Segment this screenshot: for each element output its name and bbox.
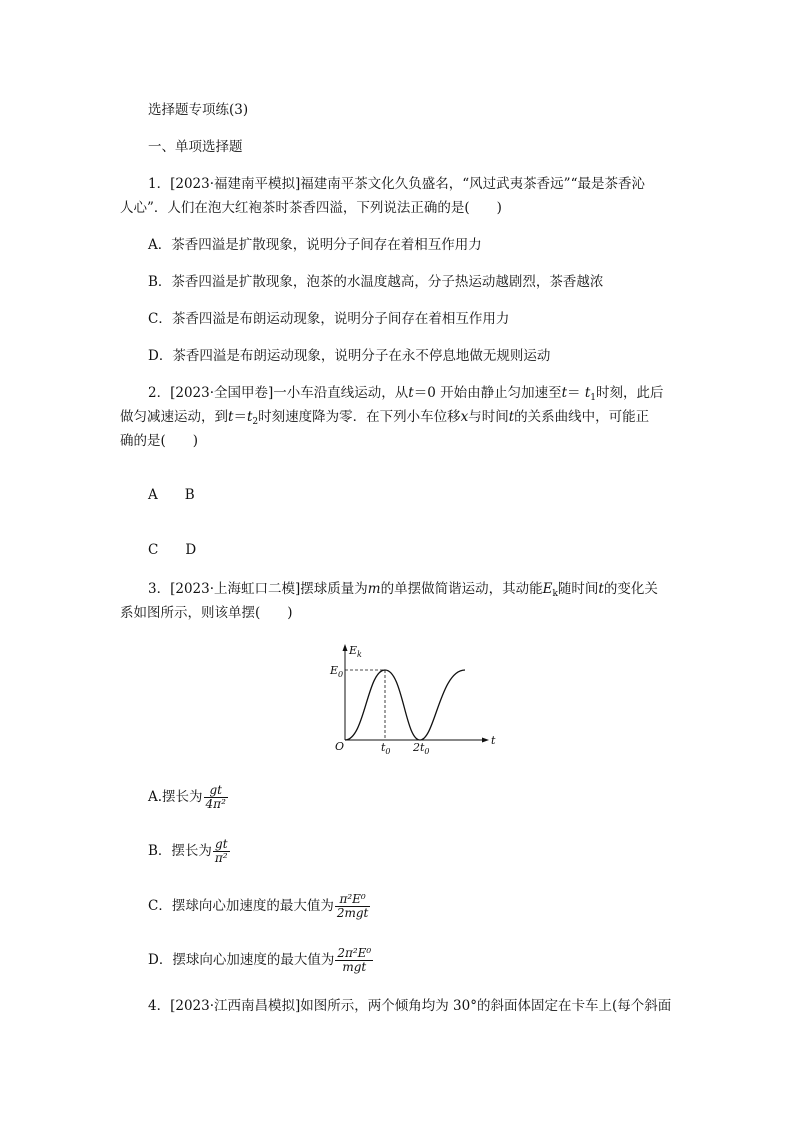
x-tick-2t0: $2t_0$	[413, 741, 430, 755]
q3-option-b-fraction: $\frac{gt}{\text{π²}}$	[214, 837, 228, 865]
q2-option-row-2: C D	[148, 542, 197, 558]
q3-stem-line2: 系如图所示，则该单摆( )	[120, 605, 293, 621]
q3-option-d-fraction: $\frac{\text{2π²E⁰}}{\text{mgt}}$	[337, 946, 372, 974]
x-axis-arrow	[482, 738, 489, 743]
y-axis-arrow	[343, 644, 348, 651]
q2-stem-line2: 做匀减速运动，到$t=t_2$时刻速度降为零．在下列小车位移x与时间t的关系曲线中，可能正	[120, 409, 650, 427]
ek-time-graph	[325, 640, 505, 755]
q3-option-a-fraction: $\frac{gt}{\text{4π²}}$	[205, 783, 226, 811]
ek-curve	[345, 670, 465, 740]
q1-stem-line1: 1．[2023·福建南平模拟]福建南平茶文化久负盛名，“风过武夷茶香远”“最是茶香沁	[148, 176, 645, 192]
q3-option-a: A.摆长为 $\frac{gt}{\text{4π²}}$	[148, 783, 226, 811]
q3-option-c-fraction: $\frac{\text{π²E⁰}}{\text{2mgt}}$	[336, 892, 369, 920]
q2-stem-line1: 2．[2023·全国甲卷]一小车沿直线运动，从t＝0 开始由静止匀加速至$t= t_1$时刻，此后	[148, 385, 664, 403]
q3-option-b: B．摆长为 $\frac{gt}{\text{π²}}$	[148, 837, 228, 865]
section-heading: 一、单项选择题	[148, 139, 243, 155]
q3-option-c: C．摆球向心加速度的最大值为 $\frac{\text{π²E⁰}}{\text{2mgt}}$	[148, 892, 369, 920]
q2-stem-line3: 确的是( )	[120, 433, 199, 449]
x-tick-t0: $t_0$	[381, 741, 391, 755]
x-axis-label: t	[491, 734, 496, 747]
origin-label: O	[335, 740, 345, 753]
q1-option-d: D．茶香四溢是布朗运动现象，说明分子在永不停息地做无规则运动	[148, 348, 551, 364]
q4-stem-line1: 4．[2023·江西南昌模拟]如图所示，两个倾角均为 30°的斜面体固定在卡车上(每个斜面	[148, 998, 672, 1014]
y-tick-e0: $E_0$	[330, 664, 344, 679]
q3-option-d: D．摆球向心加速度的最大值为 $\frac{\text{2π²E⁰}}{\text{mgt}}$	[148, 946, 372, 974]
q1-option-b: B．茶香四溢是扩散现象，泡茶的水温度越高，分子热运动越剧烈，茶香越浓	[148, 274, 604, 290]
q1-option-c: C．茶香四溢是布朗运动现象，说明分子间存在着相互作用力	[148, 311, 510, 327]
y-axis-label: $E_k$	[349, 644, 362, 659]
page-title: 选择题专项练(3)	[148, 102, 249, 118]
q3-stem-line1: 3．[2023·上海虹口二模]摆球质量为m的单摆做简谐运动，其动能$E_k$随时间t的变化关	[148, 581, 658, 599]
q1-option-a: A．茶香四溢是扩散现象，说明分子间存在着相互作用力	[148, 237, 482, 253]
q1-stem-line2: 人心”．人们在泡大红袍茶时茶香四溢，下列说法正确的是( )	[120, 200, 502, 216]
q2-option-row-1: A B	[148, 487, 195, 503]
